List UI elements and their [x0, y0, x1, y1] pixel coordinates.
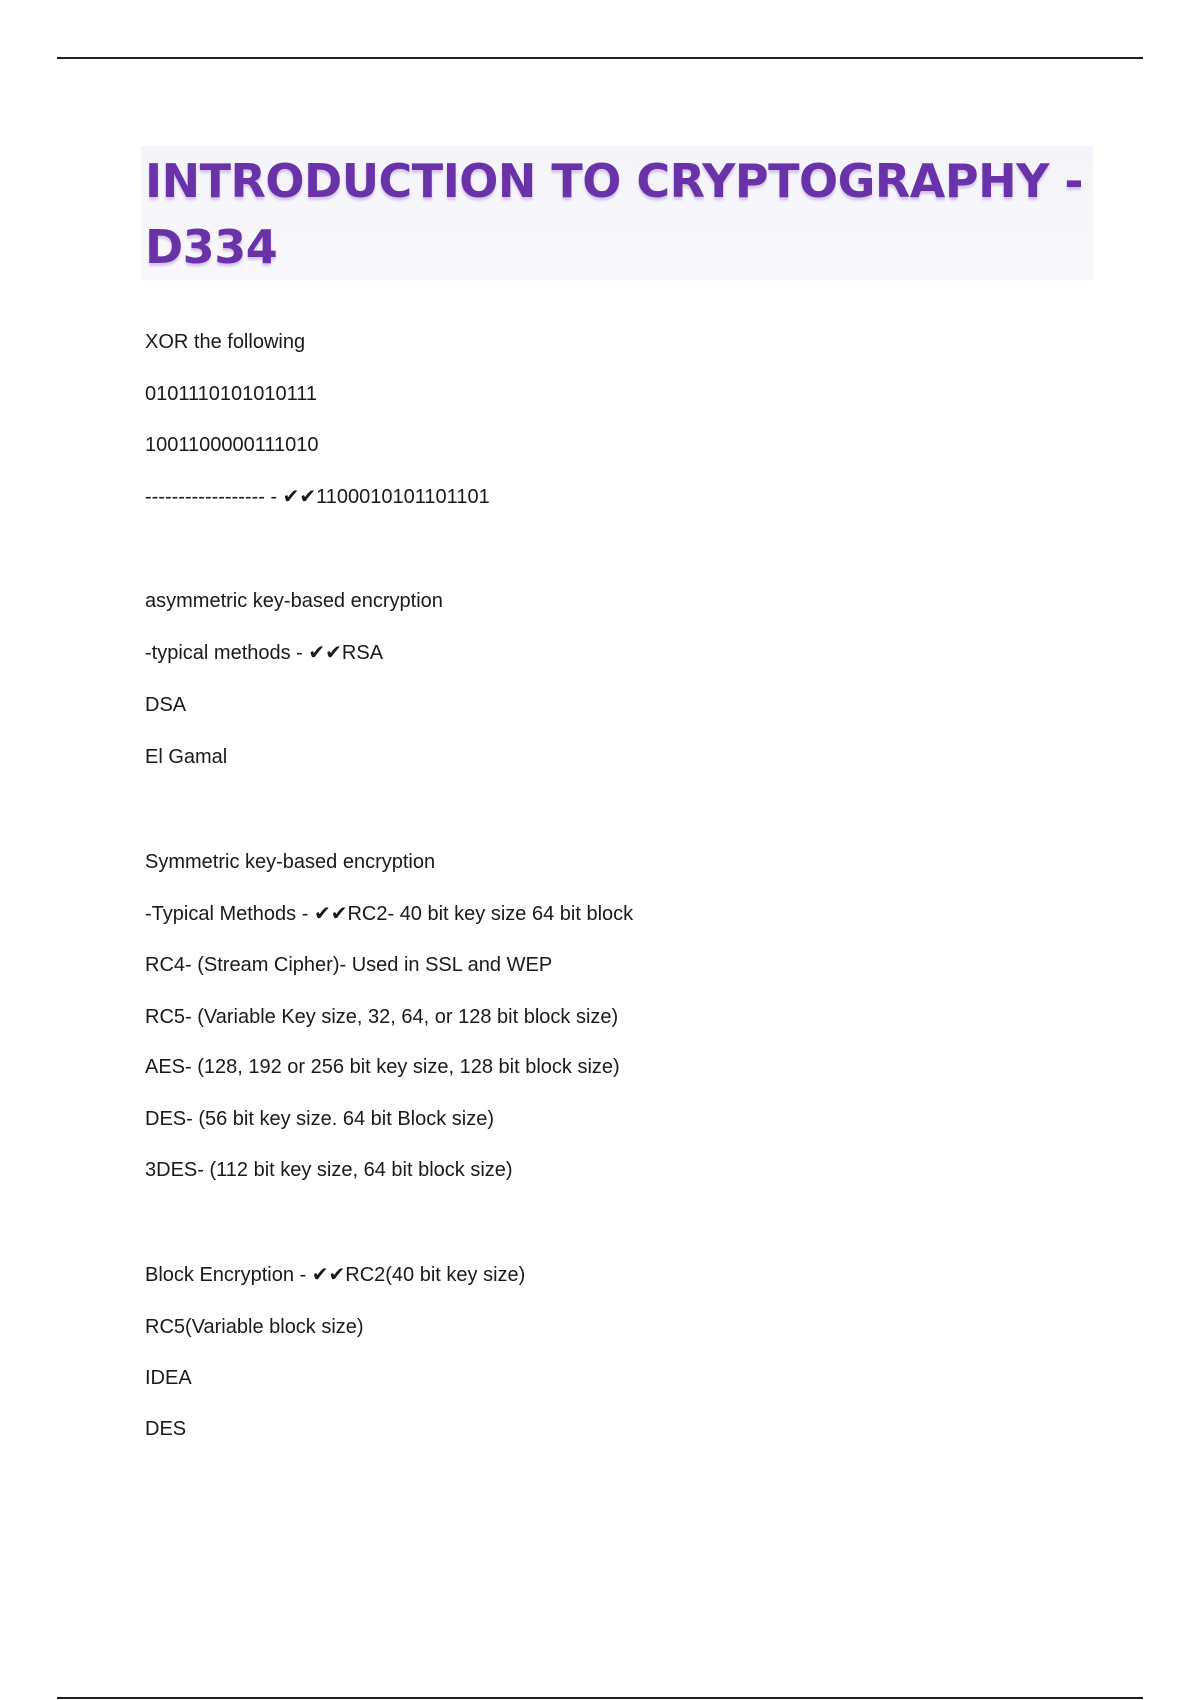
- answer-line-rc5-block: RC5(Variable block size): [145, 1316, 364, 1338]
- asymmetric-answer: -typical methods - ✔✔RSA: [145, 642, 384, 664]
- title-line-1: INTRODUCTION TO CRYPTOGRAPHY -: [145, 154, 1083, 208]
- header-rule: [57, 57, 1143, 59]
- footer-rule: [57, 1697, 1143, 1699]
- answer-line-elgamal: El Gamal: [145, 746, 228, 768]
- binary-line-2: 1001100000111010: [145, 434, 319, 456]
- question-block-encryption: Block Encryption - ✔✔RC2(40 bit key size): [145, 1264, 526, 1286]
- answer-line-rc5: RC5- (Variable Key size, 32, 64, or 128 bit block size): [145, 1006, 619, 1028]
- symmetric-answer: -Typical Methods - ✔✔RC2- 40 bit key size 64 bit block: [145, 903, 634, 925]
- question-asymmetric: asymmetric key-based encryption: [145, 590, 443, 612]
- answer-line-idea: IDEA: [145, 1367, 192, 1389]
- answer-line-3des: 3DES- (112 bit key size, 64 bit block size): [145, 1159, 513, 1181]
- answer-line-dsa: DSA: [145, 694, 187, 716]
- title-line-2: D334: [145, 220, 278, 274]
- xor-answer: ------------------ - ✔✔1100010101101101: [145, 486, 490, 508]
- question-symmetric: Symmetric key-based encryption: [145, 851, 436, 873]
- binary-line-1: 0101110101010111: [145, 383, 318, 405]
- answer-line-aes: AES- (128, 192 or 256 bit key size, 128 bit block size): [145, 1056, 620, 1078]
- document-title: [145, 148, 1083, 280]
- title-banner: [141, 146, 1093, 280]
- answer-line-rc4: RC4- (Stream Cipher)- Used in SSL and WEP: [145, 954, 553, 976]
- answer-line-des: DES- (56 bit key size. 64 bit Block size): [145, 1108, 495, 1130]
- answer-line-des-block: DES: [145, 1418, 187, 1440]
- question-xor: XOR the following: [145, 331, 306, 353]
